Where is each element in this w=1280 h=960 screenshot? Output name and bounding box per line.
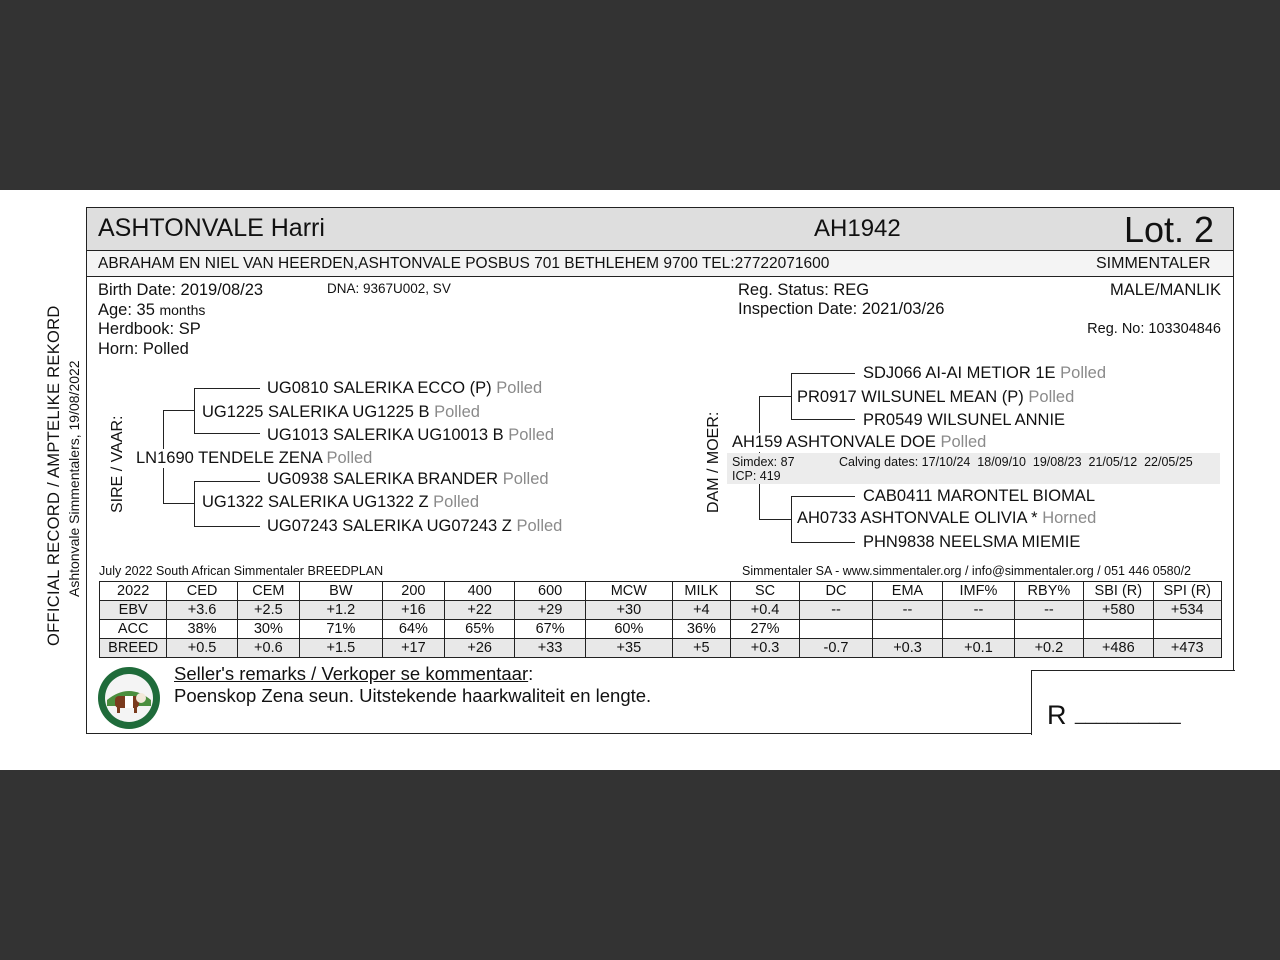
horn-status: Horn: Polled [98,340,189,358]
dam-tree-line [791,496,792,542]
dam-tree-line [791,373,855,374]
table-cell: +33 [515,639,585,658]
table-cell: +1.5 [299,639,382,658]
table-cell: -- [943,601,1014,620]
breedplan-table [99,581,1222,658]
table-cell: -- [800,601,873,620]
sire-tree-line [194,388,260,389]
sire-tree-line [194,481,195,526]
sire-dam-dam [267,517,562,536]
table-cell: 38% [167,620,237,639]
table-cell: MILK [672,582,730,601]
table-cell: +0.1 [943,639,1014,658]
horn-status: Polled [434,403,480,421]
association-contact: Simmentaler SA - www.simmentaler.org / info@simmentaler.org / 051 446 0580/2 [742,564,1192,578]
table-cell: 71% [299,620,382,639]
table-cell: -- [1014,601,1083,620]
table-cell: +534 [1153,601,1221,620]
seller-remarks-text: Poenskop Zena seun. Uitstekende haarkwaliteit en lengte. [174,685,652,706]
dam-sire-sire [863,364,1106,383]
ancestor-name: UG1013 SALERIKA UG10013 B [267,426,504,444]
table-cell: +580 [1084,601,1153,620]
ebv-row [100,601,1222,620]
table-cell: RBY% [1014,582,1083,601]
table-cell: +17 [382,639,444,658]
simmentaler-logo [97,666,161,730]
table-cell: 200 [382,582,444,601]
official-record-label: OFFICIAL RECORD / AMPTELIKE REKORD [45,305,63,646]
ancestor-name: AH0733 ASHTONVALE OLIVIA * [797,509,1038,527]
ancestor-name: UG1322 SALERIKA UG1322 Z [202,493,429,511]
sire-sire-sire [267,379,542,398]
table-cell: -0.7 [800,639,873,658]
table-cell: ACC [100,620,167,639]
table-cell: +29 [515,601,585,620]
horn-status: Polled [502,470,549,488]
sire-sire-dam [267,426,554,445]
header-row [100,582,1222,601]
table-cell: 27% [730,620,799,639]
ancestor-name: CAB0411 MARONTEL BIOMAL [863,487,1095,505]
owner-address: ABRAHAM EN NIEL VAN HEERDEN,ASHTONVALE POSBUS 701 BETHLEHEM 9700 TEL:27722071600 [98,255,830,272]
table-cell: 64% [382,620,444,639]
acc-row [100,620,1222,639]
table-cell: +16 [382,601,444,620]
horn-status: Polled [326,449,373,467]
ancestor-name: UG1225 SALERIKA UG1225 B [202,403,430,421]
table-cell: SPI (R) [1153,582,1221,601]
table-cell: EBV [100,601,167,620]
sire-tree-line [163,410,194,411]
dam-dam-sire [863,487,1095,506]
table-cell: MCW [585,582,672,601]
table-cell: 2022 [100,582,167,601]
table-cell: +22 [444,601,514,620]
table-cell: 30% [237,620,299,639]
table-cell: +0.3 [872,639,942,658]
table-cell: EMA [872,582,942,601]
icp: ICP: 419 [732,469,781,483]
table-cell [1153,620,1221,639]
age-value: Age: 35 [98,301,155,319]
remarks-title-text: Seller's remarks / Verkoper se kommentaar [174,663,529,684]
table-cell [872,620,942,639]
sire-dam-sire [267,470,549,489]
sire-tree-line [194,433,260,434]
reg-number: Reg. No: 103304846 [1087,321,1221,337]
ancestor-name: PR0549 WILSUNEL ANNIE [863,411,1066,429]
herdbook: Herdbook: SP [98,320,201,338]
table-cell: +0.5 [167,639,237,658]
table-cell: +0.4 [730,601,799,620]
seller-remarks-title [174,663,533,685]
table-cell: +26 [444,639,514,658]
ancestor-name: LN1690 TENDELE ZENA [136,449,322,467]
dam-sire [797,388,1074,407]
table-cell: +4 [672,601,730,620]
table-cell: CEM [237,582,299,601]
table-cell: +1.2 [299,601,382,620]
price-blank: __________ [1075,704,1181,725]
dam-label: DAM / MOER: [705,411,722,513]
sire-tree-line [194,526,260,527]
sire-name [136,449,372,468]
ancestor-name: UG0810 SALERIKA ECCO (P) [267,379,492,397]
horn-status: Polled [1060,364,1107,382]
sire-label: SIRE / VAAR: [109,415,126,513]
table-cell [800,620,873,639]
table-cell: BW [299,582,382,601]
ancestor-name: PR0917 WILSUNEL MEAN (P) [797,388,1024,406]
age [98,301,205,320]
table-cell: 600 [515,582,585,601]
dam-tree-line [759,519,791,520]
table-cell: SBI (R) [1084,582,1153,601]
animal-code: AH1942 [814,215,901,242]
sire-sire [202,403,480,422]
sire-tree-line [194,388,195,433]
table-cell: +35 [585,639,672,658]
table-cell: +30 [585,601,672,620]
dam-tree-line [791,542,855,543]
horn-status: Polled [433,493,480,511]
simdex: Simdex: 87 [732,455,795,469]
table-cell: +0.6 [237,639,299,658]
reg-status: Reg. Status: REG [738,281,870,299]
table-cell: +486 [1084,639,1153,658]
dam-tree-line [791,496,855,497]
table-cell: 65% [444,620,514,639]
breedplan-caption: July 2022 South African Simmentaler BREEDPLAN [99,564,384,578]
table-cell [943,620,1014,639]
table-cell [1084,620,1153,639]
ancestor-name: UG07243 SALERIKA UG07243 Z [267,517,512,535]
table-cell: 36% [672,620,730,639]
ancestor-name: AH159 ASHTONVALE DOE [732,433,936,451]
horn-status: Polled [516,517,563,535]
sire-dam [202,493,479,512]
dam-tree-line [791,373,792,419]
table-cell: 60% [585,620,672,639]
table-cell: IMF% [943,582,1014,601]
horn-status: Polled [940,433,987,451]
sire-tree-line [194,481,260,482]
ancestor-name: UG0938 SALERIKA BRANDER [267,470,499,488]
breed-row [100,639,1222,658]
horn-status: Polled [508,426,555,444]
sex: MALE/MANLIK [1110,281,1221,299]
dam-sire-dam [863,411,1065,430]
table-cell: +2.5 [237,601,299,620]
lot-number: Lot. 2 [1124,209,1215,250]
ancestor-name: PHN9838 NEELSMA MIEMIE [863,533,1081,551]
table-cell: +0.3 [730,639,799,658]
table-cell: 67% [515,620,585,639]
table-cell [1014,620,1083,639]
table-cell: -- [872,601,942,620]
inspection-date: Inspection Date: 2021/03/26 [738,300,945,318]
table-cell: +5 [672,639,730,658]
horn-status: Polled [496,379,543,397]
horn-status: Polled [1028,388,1075,406]
source-label: Ashtonvale Simmentalers, 19/08/2022 [66,360,82,597]
table-cell: DC [800,582,873,601]
dam-tree-line [791,419,855,420]
birth-date: Birth Date: 2019/08/23 [98,281,264,299]
calving-dates: Calving dates: 17/10/24 18/09/10 19/08/23 21/05/12 22/05/25 [839,455,1193,469]
breed-label: SIMMENTALER [1096,255,1211,272]
sire-tree-line [163,503,194,504]
remarks-colon: : [528,663,534,684]
dam-tree-line [759,396,791,397]
table-cell: +3.6 [167,601,237,620]
price-label: R [1047,700,1067,730]
animal-name: ASHTONVALE Harri [98,214,325,242]
table-cell: SC [730,582,799,601]
dam-name [732,433,986,452]
dna: DNA: 9367U002, SV [327,281,451,296]
table-cell: +0.2 [1014,639,1083,658]
age-unit: months [159,302,206,318]
horn-status: Horned [1042,509,1097,527]
dam-dam-dam [863,533,1080,552]
table-cell: CED [167,582,237,601]
table-cell: +473 [1153,639,1221,658]
dam-dam [797,509,1096,528]
table-cell: 400 [444,582,514,601]
ancestor-name: SDJ066 AI-AI METIOR 1E [863,364,1056,382]
table-cell: BREED [100,639,167,658]
